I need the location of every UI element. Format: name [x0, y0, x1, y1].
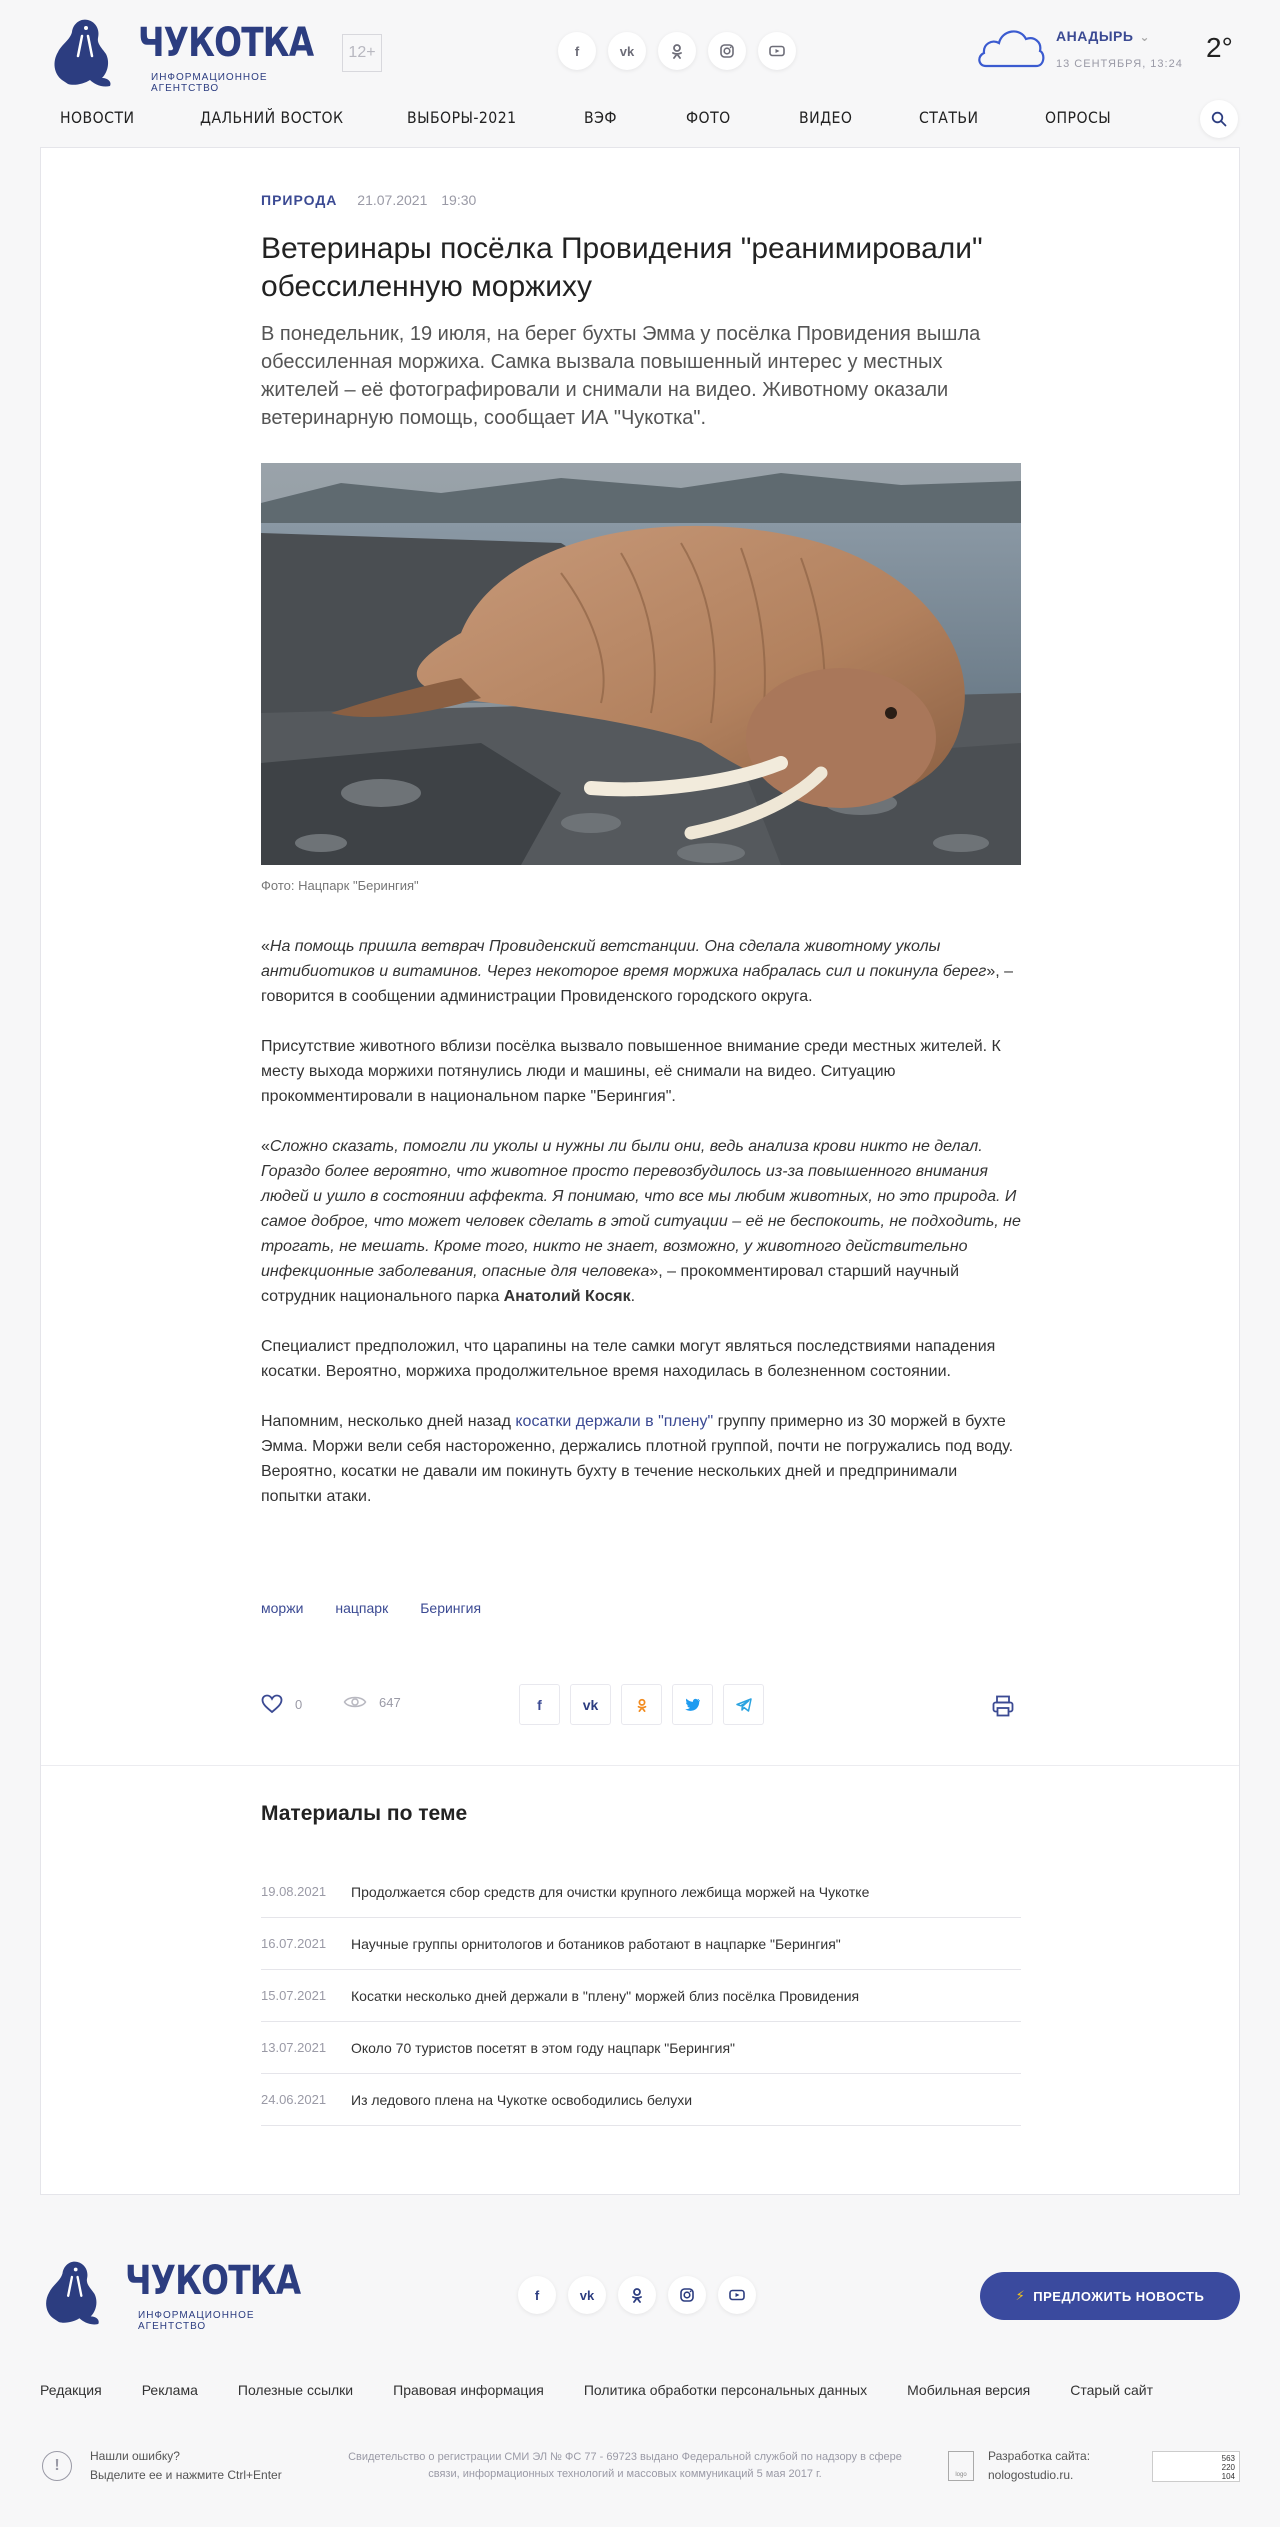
weather-city-selector[interactable]: АНАДЫРЬ ⌄: [1056, 28, 1150, 44]
nav-item-polls[interactable]: ОПРОСЫ: [1045, 108, 1112, 127]
logo-subtitle: ИНФОРМАЦИОННОЕ АГЕНТСТВО: [151, 72, 268, 94]
printer-icon: [991, 1694, 1015, 1718]
related-text: Из ледового плена на Чукотке освободились белухи: [351, 2091, 693, 2108]
tag-link[interactable]: моржи: [261, 1600, 304, 1616]
developer-credit[interactable]: Разработка сайта: nologostudio.ru.: [988, 2449, 1091, 2482]
youtube-icon[interactable]: [718, 2276, 756, 2314]
weather-date: 13 СЕНТЯБРЯ, 13:24: [1056, 58, 1183, 70]
share-telegram-icon[interactable]: [723, 1684, 764, 1725]
related-item[interactable]: [261, 2074, 1021, 2126]
article-paragraph: «На помощь пришла ветврач Провиденский ветстанции. Она сделала животному уколы антибиотиков и витаминов. Через некоторое время моржиха набралась сил и покинула берег», – говорится в сообщении администрации Провиденского городского округа.: [261, 938, 1013, 1005]
footer-link-old-site[interactable]: Старый сайт: [1070, 2382, 1153, 2398]
article-actions: [261, 1684, 1021, 1728]
facebook-icon[interactable]: f: [558, 32, 596, 70]
odnoklassniki-icon[interactable]: [618, 2276, 656, 2314]
footer-link-mobile[interactable]: Мобильная версия: [907, 2382, 1031, 2398]
related-text: Научные группы орнитологов и ботаников работают в нацпарке "Берингия": [351, 1935, 841, 1952]
section-divider: [41, 1765, 1239, 1766]
article-body: [261, 934, 1021, 1534]
views-counter: [343, 1694, 401, 1710]
share-buttons: [519, 1684, 764, 1725]
nav-item-news[interactable]: НОВОСТИ: [60, 108, 135, 127]
related-article-link[interactable]: косатки держали в "плену": [515, 1413, 714, 1430]
search-icon: [1211, 111, 1227, 127]
instagram-icon[interactable]: [708, 32, 746, 70]
footer-link-ads[interactable]: Реклама: [141, 2382, 198, 2398]
related-date: 24.06.2021: [261, 2092, 327, 2107]
cloud-icon: [976, 22, 1046, 70]
article-paragraph: Присутствие животного вблизи посёлка вызвало повышенное внимание среди местных жителей. К месту выхода моржихи потянулись люди и машины, её снимали на видео. Ситуацию прокомментировали в национальном парке "Берингия".: [261, 1038, 1001, 1105]
walrus-logo-icon: [40, 2256, 102, 2328]
share-facebook-icon[interactable]: f: [519, 1684, 560, 1725]
footer-link-editorial[interactable]: Редакция: [40, 2382, 102, 2398]
related-item[interactable]: [261, 1918, 1021, 1970]
print-button[interactable]: [991, 1694, 1015, 1718]
article-meta: [261, 192, 1021, 208]
article-time: 19:30: [441, 192, 477, 208]
related-item[interactable]: [261, 1866, 1021, 1918]
related-date: 15.07.2021: [261, 1988, 327, 2003]
article-tags: [261, 1600, 1021, 1616]
error-report-hint: Нашли ошибку? Выделите ее и нажмите Ctrl+Enter: [90, 2449, 282, 2482]
footer-links: [40, 2382, 1240, 2398]
article-photo[interactable]: [261, 463, 1021, 865]
chevron-down-icon: ⌄: [1139, 30, 1150, 44]
related-item[interactable]: [261, 1970, 1021, 2022]
main-navigation: [40, 100, 1240, 136]
footer-social-links: [518, 2276, 756, 2314]
share-odnoklassniki-icon[interactable]: [621, 1684, 662, 1725]
search-button[interactable]: [1200, 100, 1238, 138]
nav-item-elections[interactable]: ВЫБОРЫ-2021: [407, 108, 517, 127]
footer-link-legal[interactable]: Правовая информация: [393, 2382, 544, 2398]
youtube-icon[interactable]: [758, 32, 796, 70]
views-count: 647: [379, 1694, 401, 1710]
heart-icon: [261, 1694, 283, 1714]
footer-logo[interactable]: [40, 2252, 310, 2332]
related-text: Продолжается сбор средств для очистки крупного лежбища моржей на Чукотке: [351, 1883, 870, 1900]
visit-counter[interactable]: 563 220 104: [1152, 2451, 1240, 2482]
footer-link-privacy[interactable]: Политика обработки персональных данных: [583, 2382, 868, 2398]
article-paragraph: «Сложно сказать, помогли ли уколы и нужны ли были они, ведь анализа крови никто не делал. Гораздо более вероятно, что животное просто перевозбудилось из-за повышенного внимания людей и ушло в состоянии аффекта. Я понимаю, что все мы любим животных, но это природа. И самое доброе, что может человек сделать в этой ситуации – её не беспокоить, не подходить, не трогать, не мешать. Кроме того, никто не знает, возможно, у животного действительно инфекционные заболевания, опасные для человека», – прокомментировал старший научный сотрудник национального парка Анатолий Косяк.: [261, 1138, 1021, 1305]
related-date: 16.07.2021: [261, 1936, 327, 1951]
article-card: [40, 147, 1240, 2195]
related-list: [261, 1866, 1021, 2126]
site-logo[interactable]: [48, 12, 318, 92]
suggest-news-label: ПРЕДЛОЖИТЬ НОВОСТЬ: [1033, 2288, 1205, 2304]
nav-item-far-east[interactable]: ДАЛЬНИЙ ВОСТОК: [200, 108, 344, 127]
vk-icon[interactable]: vk: [608, 32, 646, 70]
article-paragraph: Специалист предположил, что царапины на теле самки могут являться последствиями нападения косатки. Вероятно, моржиха продолжительное время находилась в болезненном состоянии.: [261, 1338, 996, 1380]
nav-item-photo[interactable]: ФОТО: [686, 108, 731, 127]
registration-info: Свидетельство о регистрации СМИ ЭЛ № ФС 77 - 69723 выдано Федеральной службой по надзору в сфере связи, информационных технологий и массовых коммуникаций 5 мая 2017 г.: [348, 2451, 902, 2480]
eye-icon: [343, 1694, 367, 1710]
footer-link-useful[interactable]: Полезные ссылки: [237, 2382, 354, 2398]
tag-link[interactable]: нацпарк: [335, 1600, 389, 1616]
share-vk-icon[interactable]: vk: [570, 1684, 611, 1725]
article-lead: В понедельник, 19 июля, на берег бухты Эмма у посёлка Провидения вышла обессиленная моржиха. Самка вызвала повышенный интерес у местных жителей – её фотографировали и снимали на видео. Животному оказали ветеринарную помощь, сообщает ИА "Чукотка".: [261, 323, 981, 429]
expert-name: Анатолий Косяк: [503, 1288, 631, 1305]
site-header: [0, 0, 1280, 145]
suggest-news-button[interactable]: [980, 2272, 1240, 2320]
nav-item-articles[interactable]: СТАТЬИ: [919, 108, 979, 127]
odnoklassniki-icon[interactable]: [658, 32, 696, 70]
weather-temperature: 2°: [1206, 32, 1233, 63]
article-date: 21.07.2021: [357, 192, 428, 208]
article-rubric[interactable]: ПРИРОДА: [261, 192, 338, 208]
related-text: Косатки несколько дней держали в "плену" моржей близ посёлка Провидения: [351, 1987, 860, 2004]
nav-item-video[interactable]: ВИДЕО: [799, 108, 853, 127]
logo-wordmark: ЧУКОТКА: [138, 20, 314, 66]
vk-icon[interactable]: vk: [568, 2276, 606, 2314]
instagram-icon[interactable]: [668, 2276, 706, 2314]
walrus-photo: [261, 463, 1021, 865]
like-count: 0: [295, 1696, 303, 1712]
related-item[interactable]: [261, 2022, 1021, 2074]
nav-item-eef[interactable]: ВЭФ: [584, 108, 617, 127]
exclamation-icon: !: [42, 2451, 72, 2481]
logo-wordmark: ЧУКОТКА: [125, 2258, 301, 2304]
walrus-logo-icon: [48, 14, 114, 90]
facebook-icon[interactable]: f: [518, 2276, 556, 2314]
share-twitter-icon[interactable]: [672, 1684, 713, 1725]
weather-widget[interactable]: [976, 20, 1256, 80]
age-rating-badge: 12+: [342, 34, 382, 72]
article-paragraph: Напомним, несколько дней назад косатки держали в "плену" группу примерно из 30 моржей в бухте Эмма. Моржи вели себя настороженно, держались плотной группой, почти не погружались под воду. Вероятно, косатки не давали им покинуть бухту в течение нескольких дней и предпринимали попытки атаки.: [261, 1413, 1014, 1505]
article-title: Ветеринары посёлка Провидения "реанимировали" обессиленную моржиху: [261, 232, 983, 303]
studio-logo-icon: logo: [948, 2451, 974, 2481]
related-date: 19.08.2021: [261, 1884, 327, 1899]
lightning-icon: ⚡: [1015, 2288, 1026, 2303]
photo-caption: Фото: Нацпарк "Берингия": [261, 878, 419, 893]
like-button[interactable]: [261, 1694, 302, 1714]
header-social-links: [558, 32, 796, 70]
logo-subtitle: ИНФОРМАЦИОННОЕ АГЕНТСТВО: [138, 2310, 255, 2332]
footer-bottom: [40, 2445, 1240, 2495]
tag-link[interactable]: Берингия: [420, 1600, 482, 1616]
related-text: Около 70 туристов посетят в этом году нацпарк "Берингия": [351, 2039, 736, 2056]
related-date: 13.07.2021: [261, 2040, 327, 2055]
related-title: Материалы по теме: [261, 1802, 468, 1825]
